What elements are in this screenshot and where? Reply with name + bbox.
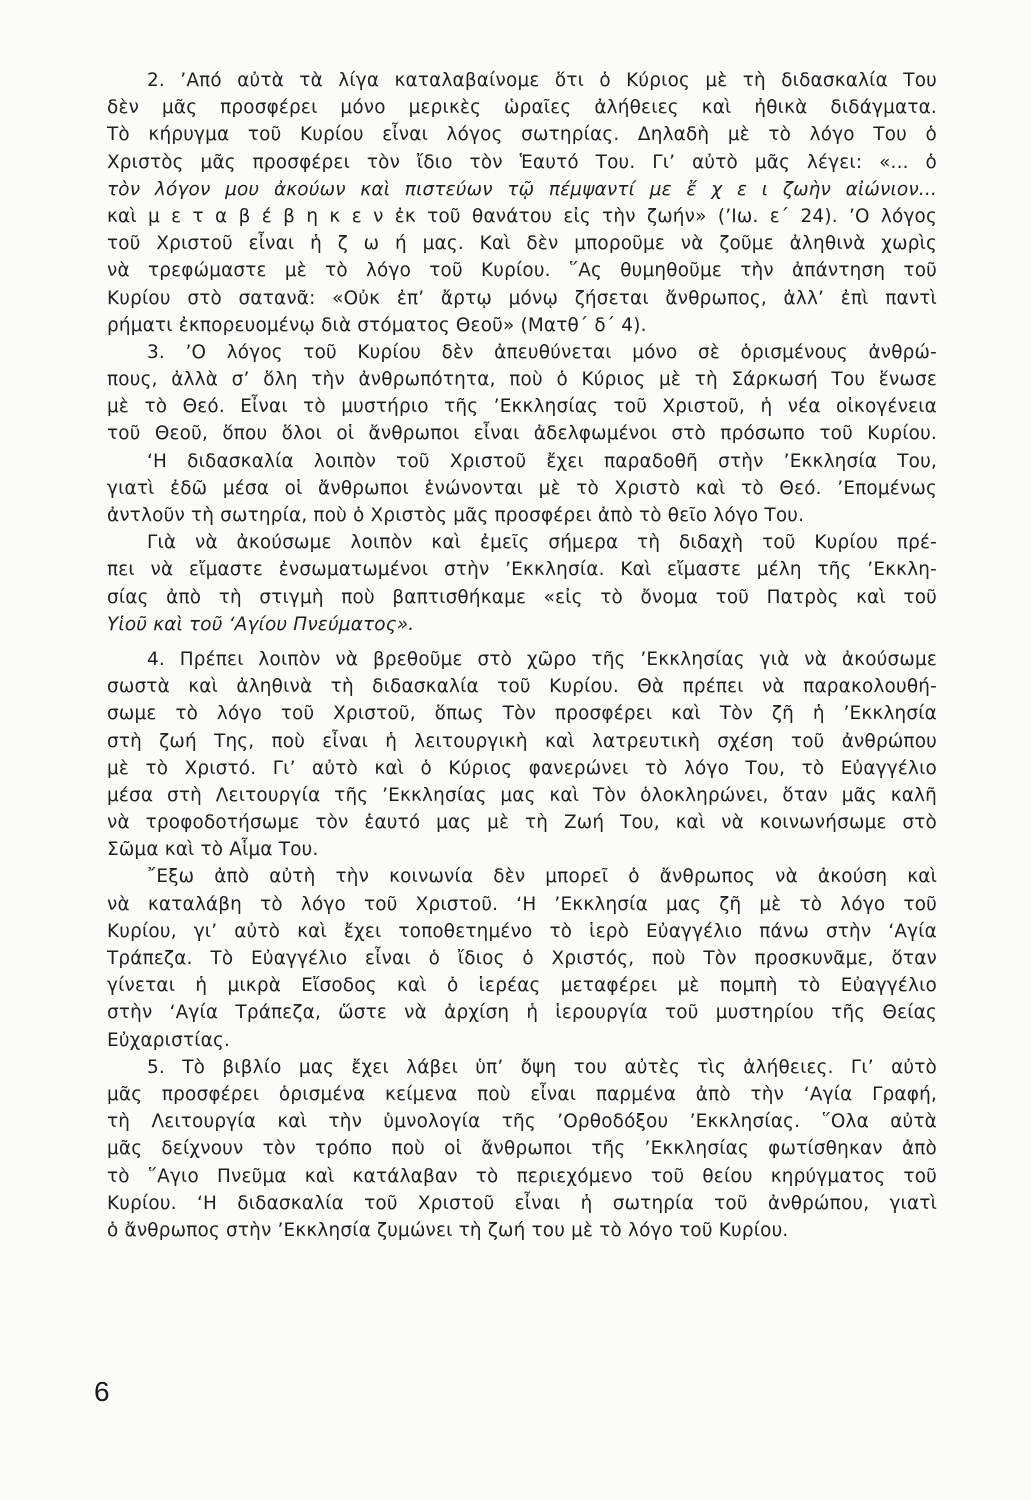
text-line: πους, ἀλλὰ σ’ ὅλη τὴν ἀνθρωπότητα, ποὺ ὁ Κύριος μὲ τὴ Σάρκωσή Του ἕνωσε [107,369,937,391]
text-line: σωστὰ καὶ ἀληθινὰ τὴ διδασκαλία τοῦ Κυρίου. Θὰ πρέπει νὰ παρακολουθή- [107,676,937,698]
text-line: μέσα στὴ Λειτουργία τῆς ’Εκκλησίας μας καὶ Τὸν ὁλοκληρώνει, ὅταν μᾶς καλῆ [107,784,937,806]
text-line: στὴν ‘Αγία Τράπεζα, ὥστε νὰ ἀρχίση ἡ ἱερουργία τοῦ μυστηρίου τῆς Θείας [107,1002,937,1024]
text-line: Τράπεζα. Τὸ Εὐαγγέλιο εἶναι ὁ ἴδιος ὁ Χριστός, ποὺ Τὸν προσκυνᾶμε, ὅταν [107,948,937,969]
paragraph [107,67,937,339]
text-line: ἀντλοῦν τὴ σωτηρία, ποὺ ὁ Χριστὸς μᾶς προσφέρει ἀπὸ τὸ θεῖο λόγο Του. [107,505,805,526]
text-line: ‘Η διδασκαλία λοιπὸν τοῦ Χριστοῦ ἔχει παραδοθῆ στὴν ’Εκκλησία Του, [147,450,937,472]
text-line: Εὐχαριστίας. [107,1029,231,1051]
paragraph [107,646,937,864]
text-line: στὴ ζωή Της, ποὺ εἶναι ἡ λειτουργικὴ καὶ λατρευτικὴ σχέση τοῦ ἀνθρώπου [107,730,937,752]
text-line: ρήματι ἐκπορευομένῳ διὰ στόματος Θεοῦ» (Ματθ΄ δ΄ 4). [107,314,647,336]
paragraph [107,1054,937,1244]
text-line: Κυρίου. ‘Η διδασκαλία τοῦ Χριστοῦ εἶναι ἡ σωτηρία τοῦ ἀνθρώπου, γιατὶ [107,1192,937,1214]
body-text [107,67,937,1244]
text-line: νὰ τροφοδοτήσωμε τὸν ἑαυτό μας μὲ τὴ Ζωή Του, καὶ νὰ κοινωνήσωμε στὸ [107,812,937,834]
page-number: 6 [94,1376,110,1407]
text-line: 4. Πρέπει λοιπὸν νὰ βρεθοῦμε στὸ χῶρο τῆς ’Εκκλησίας γιὰ νὰ ἀκούσωμε [147,648,937,670]
text-line: ῎Εξω ἀπὸ αὐτὴ τὴν κοινωνία δὲν μπορεῖ ὁ ἄνθρωπος νὰ ἀκούση καὶ [147,866,937,888]
text-line: ὁ ἄνθρωπος στὴν ’Εκκλησία ζυμώνει τὴ ζωή του μὲ τὸ λόγο τοῦ Κυρίου. [107,1219,789,1241]
text-line: τὸ ῞Αγιο Πνεῦμα καὶ κατάλαβαν τὸ περιεχόμενο τοῦ θείου κηρύγματος τοῦ [107,1165,937,1187]
text-line: σίας ἀπὸ τὴ στιγμὴ ποὺ βαπτισθήκαμε «εἰς τὸ ὄνομα τοῦ Πατρὸς καὶ τοῦ [107,586,937,608]
text-line: Κυρίου στὸ σατανᾶ: «Οὐκ ἐπ’ ἄρτῳ μόνῳ ζήσεται ἄνθρωπος, ἀλλ’ ἐπὶ παντὶ [107,287,937,309]
text-line: τοῦ Θεοῦ, ὅπου ὅλοι οἱ ἄνθρωποι εἶναι ἀδελφωμένοι στὸ πρόσωπο τοῦ Κυρίου. [107,423,937,445]
text-line: τοῦ Χριστοῦ εἶναι ἡ ζ ω ή μας. Καὶ δὲν μποροῦμε νὰ ζοῦμε ἀληθινὰ χωρὶς [107,233,937,255]
text-line: μᾶς προσφέρει ὁρισμένα κείμενα ποὺ εἶναι παρμένα ἀπὸ τὴν ‘Αγία Γραφή, [107,1083,937,1105]
text-line: γιατὶ ἐδῶ μέσα οἱ ἄνθρωποι ἑνώνονται μὲ τὸ Χριστὸ καὶ τὸ Θεό. ’Επομένως [107,477,937,499]
text-line: 5. Τὸ βιβλίο μας ἔχει λάβει ὑπ’ ὄψη του αὐτὲς τὶς ἀλήθειες. Γι’ αὐτὸ [147,1056,937,1078]
text-line: σωμε τὸ λόγο τοῦ Χριστοῦ, ὅπως Τὸν προσφέρει καὶ Τὸν ζῆ ἡ ’Εκκλησία [107,703,937,725]
text-line: γίνεται ἡ μικρὰ Εἴσοδος καὶ ὁ ἱερέας μεταφέρει μὲ πομπὴ τὸ Εὐαγγέλιο [107,975,937,997]
text-line: Υἱοῦ καὶ τοῦ ‘Αγίου Πνεύματος». [107,613,415,635]
paragraph-gap [107,638,937,646]
text-line: Τὸ κήρυγμα τοῦ Κυρίου εἶναι λόγος σωτηρίας. Δηλαδὴ μὲ τὸ λόγο Του ὁ [107,124,937,146]
text-line: Γιὰ νὰ ἀκούσωμε λοιπὸν καὶ ἐμεῖς σήμερα τὴ διδαχὴ τοῦ Κυρίου πρέ- [147,532,937,554]
paragraph [107,529,937,638]
text-line: καὶ μ ε τ α β έ β η κ ε ν ἐκ τοῦ θανάτου εἰς τὴν ζωήν» (’Ιω. ε΄ 24). ’Ο λόγος [107,205,937,227]
text-line: τὸν λόγον μου ἀκούων καὶ πιστεύων τῷ πέμψαντί με ἔ χ ε ι ζωὴν αἰώνιον... [107,178,937,200]
text-line: Χριστὸς μᾶς προσφέρει τὸν ἴδιο τὸν Ἑαυτό Του. Γι’ αὐτὸ μᾶς λέγει: «... ὁ [107,151,937,173]
text-line: μᾶς δείχνουν τὸν τρόπο ποὺ οἱ ἄνθρωποι τῆς ’Εκκλησίας φωτίσθηκαν ἀπὸ [107,1138,937,1160]
text-line: 2. ’Από αὐτὰ τὰ λίγα καταλαβαίνομε ὅτι ὁ Κύριος μὲ τὴ διδασκαλία Του [147,70,937,91]
paragraph [107,863,937,1053]
text-line: Σῶμα καὶ τὸ Αἷμα Του. [107,839,319,861]
text-line: νὰ τρεφώμαστε μὲ τὸ λόγο τοῦ Κυρίου. ῞Ας θυμηθοῦμε τὴν ἀπάντηση τοῦ [107,260,937,282]
text-line: μὲ τὸ Θεό. Εἶναι τὸ μυστήριο τῆς ’Εκκλησίας τοῦ Χριστοῦ, ἡ νέα οἰκογένεια [107,396,937,418]
text-line: μὲ τὸ Χριστό. Γι’ αὐτὸ καὶ ὁ Κύριος φανερώνει τὸ λόγο Του, τὸ Εὐαγγέλιο [107,757,937,779]
paragraph [107,339,937,448]
paragraph [107,448,937,530]
text-line: νὰ καταλάβη τὸ λόγο τοῦ Χριστοῦ. ‘Η ’Εκκλησία μας ζῆ μὲ τὸ λόγο τοῦ [107,893,937,915]
text-line: τὴ Λειτουργία καὶ τὴν ὑμνολογία τῆς ’Ορθοδόξου ’Εκκλησίας. ῞Ολα αὐτὰ [107,1111,937,1133]
text-line: 3. ’Ο λόγος τοῦ Κυρίου δὲν ἀπευθύνεται μόνο σὲ ὁρισμένους ἀνθρώ- [147,341,937,363]
text-line: Κυρίου, γι’ αὐτὸ καὶ ἔχει τοποθετημένο τὸ ἱερὸ Εὐαγγέλιο πάνω στὴν ‘Αγία [107,920,937,942]
text-line: πει νὰ εἴμαστε ἐνσωματωμένοι στὴν ’Εκκλησία. Καὶ εἴμαστε μέλη τῆς ’Εκκλη- [107,559,937,581]
text-line: δὲν μᾶς προσφέρει μόνο μερικὲς ὡραῖες ἀλήθειες καὶ ἠθικὰ διδάγματα. [107,97,937,119]
